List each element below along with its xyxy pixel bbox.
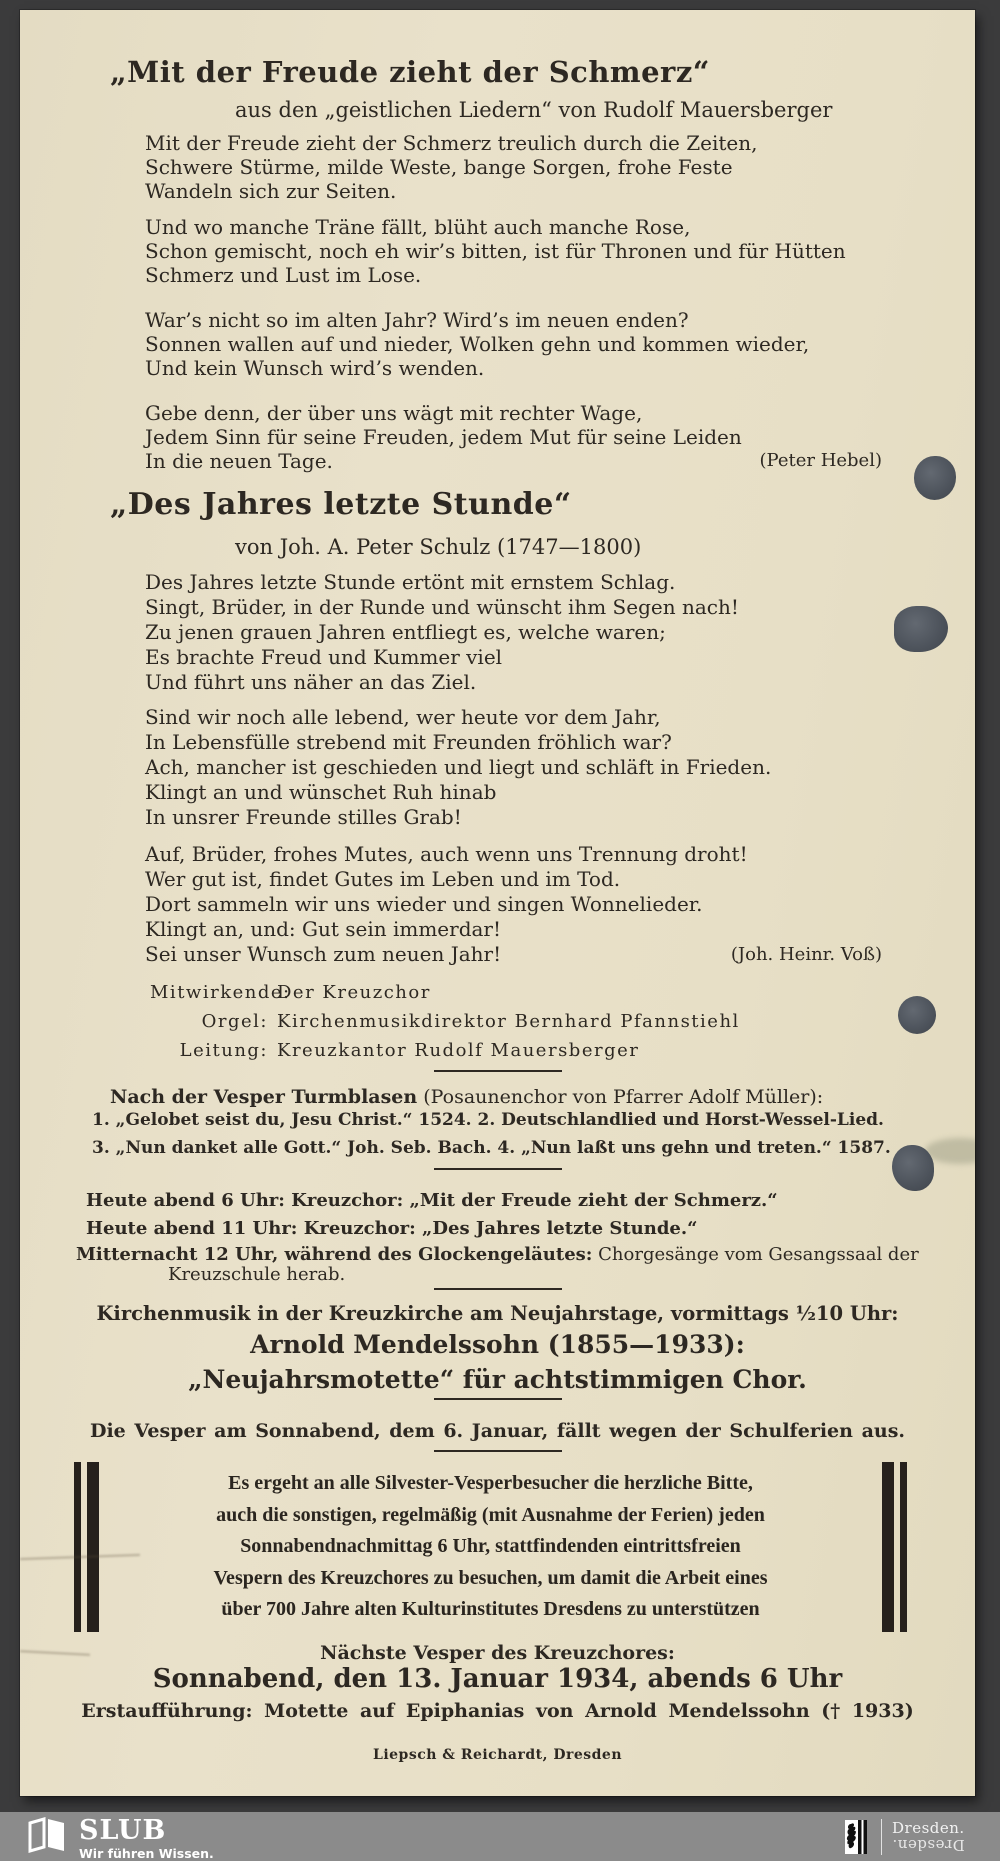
slub-logo [28, 1817, 214, 1861]
poem-line: Und führt uns näher an das Ziel. [145, 670, 477, 694]
scanned-program-page [20, 10, 975, 1796]
slub-name: SLUB [79, 1815, 167, 1846]
schedule-line-2-lead: Heute abend 11 Uhr: [86, 1218, 298, 1239]
ink-blot [914, 456, 956, 500]
poem-line: Sind wir noch alle lebend, wer heute vor dem Jahr, [145, 705, 661, 729]
dresden-text: Dresden. [892, 1819, 965, 1837]
poem-line: Singt, Brüder, in der Runde und wünscht ihm Segen nach! [145, 595, 739, 619]
credits-label: Leitung: [179, 1040, 268, 1061]
poem-line: Klingt an und wünschet Ruh hinab [145, 780, 497, 804]
next-vesper-premiere: Erstaufführung: Motette auf Epiphanias von Arnold Mendelssohn († 1933) [81, 1700, 914, 1722]
poem-line: In Lebensfülle strebend mit Freunden fröhlich war? [145, 730, 672, 754]
poem2-attribution: (Joh. Heinr. Voß) [730, 944, 882, 965]
poem1-attribution: (Peter Hebel) [759, 450, 882, 471]
schedule-line-3-rest: Chorgesänge vom Gesangssaal der [592, 1244, 919, 1265]
turmblasen-heading-rest: (Posaunenchor von Pfarrer Adolf Müller): [417, 1086, 824, 1108]
schedule-line-1 [86, 1190, 778, 1211]
footer-divider [881, 1819, 882, 1855]
schedule-line-3-lead: Mitternacht 12 Uhr, während des Glockengeläutes: [76, 1244, 593, 1265]
section-divider [434, 1450, 562, 1452]
credits-value: Kirchenmusikdirektor Bernhard Pfannstiehl [277, 1011, 740, 1032]
poem-line: Sonnen wallen auf und nieder, Wolken gehn und kommen wieder, [145, 332, 810, 356]
poem-line: Wandeln sich zur Seiten. [145, 179, 397, 203]
vertical-bar [87, 1462, 99, 1632]
poem1-title: „Mit der Freude zieht der Schmerz“ [110, 55, 710, 89]
vertical-bar [882, 1462, 894, 1632]
poem2-subtitle: von Joh. A. Peter Schulz (1747—1800) [235, 535, 642, 559]
poem-line: Des Jahres letzte Stunde ertönt mit ernstem Schlag. [145, 570, 676, 594]
poem1-subtitle: aus den „geistlichen Liedern“ von Rudolf Mauersberger [235, 98, 833, 122]
schedule-line-2 [86, 1218, 697, 1239]
schedule-line-1-lead: Heute abend 6 Uhr: [86, 1190, 285, 1211]
schedule-line-3 [76, 1244, 919, 1265]
poem1-stanza-4 [145, 401, 882, 473]
kirchenmusik-work: „Neujahrsmotette“ für achtstimmigen Chor. [188, 1365, 807, 1394]
poem2-stanza-3 [145, 842, 882, 967]
poem-line: Gebe denn, der über uns wägt mit rechter Wage, [145, 401, 643, 425]
dresden-logo [845, 1815, 965, 1858]
poem2-title: „Des Jahres letzte Stunde“ [110, 487, 572, 522]
credits-value: Kreuzkantor Rudolf Mauersberger [277, 1040, 640, 1061]
poem-line: Und kein Wunsch wird’s wenden. [145, 356, 485, 380]
slub-wordmark [79, 1817, 214, 1861]
appeal-box [74, 1462, 907, 1632]
poem2-stanza-2 [145, 705, 771, 830]
kirchenmusik-intro: Kirchenmusik in der Kreuzkirche am Neujahrstage, vormittags ½10 Uhr: [96, 1302, 899, 1325]
appeal-line: Es ergeht an alle Silvester-Vesperbesucher die herzliche Bitte, [228, 1472, 753, 1494]
credits-row [150, 978, 740, 1007]
dresden-wordmark [892, 1821, 965, 1852]
next-vesper-date: Sonnabend, den 13. Januar 1934, abends 6 Uhr [152, 1664, 843, 1694]
poem-line: Wer gut ist, findet Gutes im Leben und im Tod. [145, 867, 621, 891]
slub-tagline: Wir führen Wissen. [79, 1846, 214, 1861]
turmblasen-heading-bold: Nach der Vesper Turmblasen [110, 1086, 418, 1108]
poem-line: Mit der Freude zieht der Schmerz treulich durch die Zeiten, [145, 131, 758, 155]
appeal-left-bars-icon [74, 1462, 99, 1632]
poem-line: War’s nicht so im alten Jahr? Wird’s im neuen enden? [145, 308, 689, 332]
section-divider [434, 1070, 562, 1072]
ink-blot [898, 996, 936, 1034]
poem-line: Und wo manche Träne fällt, blüht auch manche Rose, [145, 215, 691, 239]
section-divider [434, 1168, 562, 1170]
poem-line: Schwere Stürme, milde Weste, bange Sorgen, frohe Feste [145, 155, 733, 179]
appeal-line: auch die sonstigen, regelmäßig (mit Ausnahme der Ferien) jeden [216, 1503, 765, 1526]
vertical-bar [74, 1462, 81, 1632]
appeal-line: über 700 Jahre alten Kulturinstitutes Dresdens zu unterstützen [221, 1598, 760, 1620]
credits-value: Der Kreuzchor [277, 982, 431, 1003]
poem-line: Klingt an, und: Gut sein immerdar! [145, 917, 502, 941]
poem-line: Auf, Brüder, frohes Mutes, auch wenn uns Trennung droht! [145, 842, 748, 866]
poem-line: In die neuen Tage. [145, 449, 333, 473]
appeal-right-bars-icon [882, 1462, 907, 1632]
appeal-line: Sonnabendnachmittag 6 Uhr, stattfindenden eintrittsfreien [240, 1535, 741, 1557]
poem-line: Es brachte Freud und Kummer viel [145, 645, 503, 669]
poem1-stanza-1 [145, 131, 757, 203]
ink-blot [894, 606, 948, 652]
poem1-stanza-3 [145, 308, 809, 380]
dresden-coat-of-arms-icon [845, 1818, 867, 1856]
appeal-line: Vespern des Kreuzchores zu besuchen, um damit die Arbeit eines [213, 1566, 768, 1589]
turmblasen-item-2: 3. „Nun danket alle Gott.“ Joh. Seb. Bach. 4. „Nun laßt uns gehn und treten.“ 1587. [92, 1138, 891, 1158]
dresden-text-mirrored: Dresden. [892, 1836, 965, 1854]
book-icon [28, 1817, 66, 1853]
next-vesper-heading: Nächste Vesper des Kreuzchores: [320, 1642, 675, 1664]
credits-row [150, 1036, 740, 1065]
section-divider [434, 1288, 562, 1290]
poem-line: Zu jenen grauen Jahren entfliegt es, welche waren; [145, 620, 666, 644]
section-divider [434, 1398, 562, 1400]
schedule-line-3-continuation: Kreuzschule herab. [168, 1264, 346, 1285]
vesper-cancellation-notice: Die Vesper am Sonnabend, dem 6. Januar, fällt wegen der Schulferien aus. [89, 1420, 906, 1442]
kirchenmusik-composer: Arnold Mendelssohn (1855—1933): [250, 1330, 745, 1359]
credits-label: Orgel: [201, 1011, 268, 1032]
library-footer-bar [0, 1812, 1000, 1861]
schedule-line-2-rest: Kreuzchor: „Des Jahres letzte Stunde.“ [297, 1218, 698, 1239]
poem2-stanza-1 [145, 570, 739, 695]
turmblasen-heading [110, 1086, 823, 1108]
poem-line: Dort sammeln wir uns wieder und singen Wonnelieder. [145, 892, 703, 916]
credits-label: Mitwirkende: [150, 982, 291, 1003]
ink-blot [892, 1145, 934, 1191]
turmblasen-item-1: 1. „Gelobet seist du, Jesu Christ.“ 1524. 2. Deutschlandlied und Horst-Wessel-Lied. [92, 1110, 884, 1130]
poem-line: In unsrer Freunde stilles Grab! [145, 805, 462, 829]
credits-row [150, 1007, 740, 1036]
appeal-text [99, 1462, 882, 1632]
poem-line: Ach, mancher ist geschieden und liegt und schläft in Frieden. [145, 755, 772, 779]
poem-line: Schon gemischt, noch eh wir’s bitten, ist für Thronen und für Hütten [145, 239, 846, 263]
poem-line: Jedem Sinn für seine Freuden, jedem Mut für seine Leiden [145, 425, 742, 449]
vertical-bar [900, 1462, 907, 1632]
poem-line: Schmerz und Lust im Lose. [145, 263, 422, 287]
poem1-stanza-2 [145, 215, 846, 287]
credits-block [150, 978, 740, 1065]
schedule-line-1-rest: Kreuzchor: „Mit der Freude zieht der Schmerz.“ [284, 1190, 778, 1211]
printer-imprint: Liepsch & Reichardt, Dresden [372, 1747, 623, 1763]
poem-line: Sei unser Wunsch zum neuen Jahr! [145, 942, 502, 966]
